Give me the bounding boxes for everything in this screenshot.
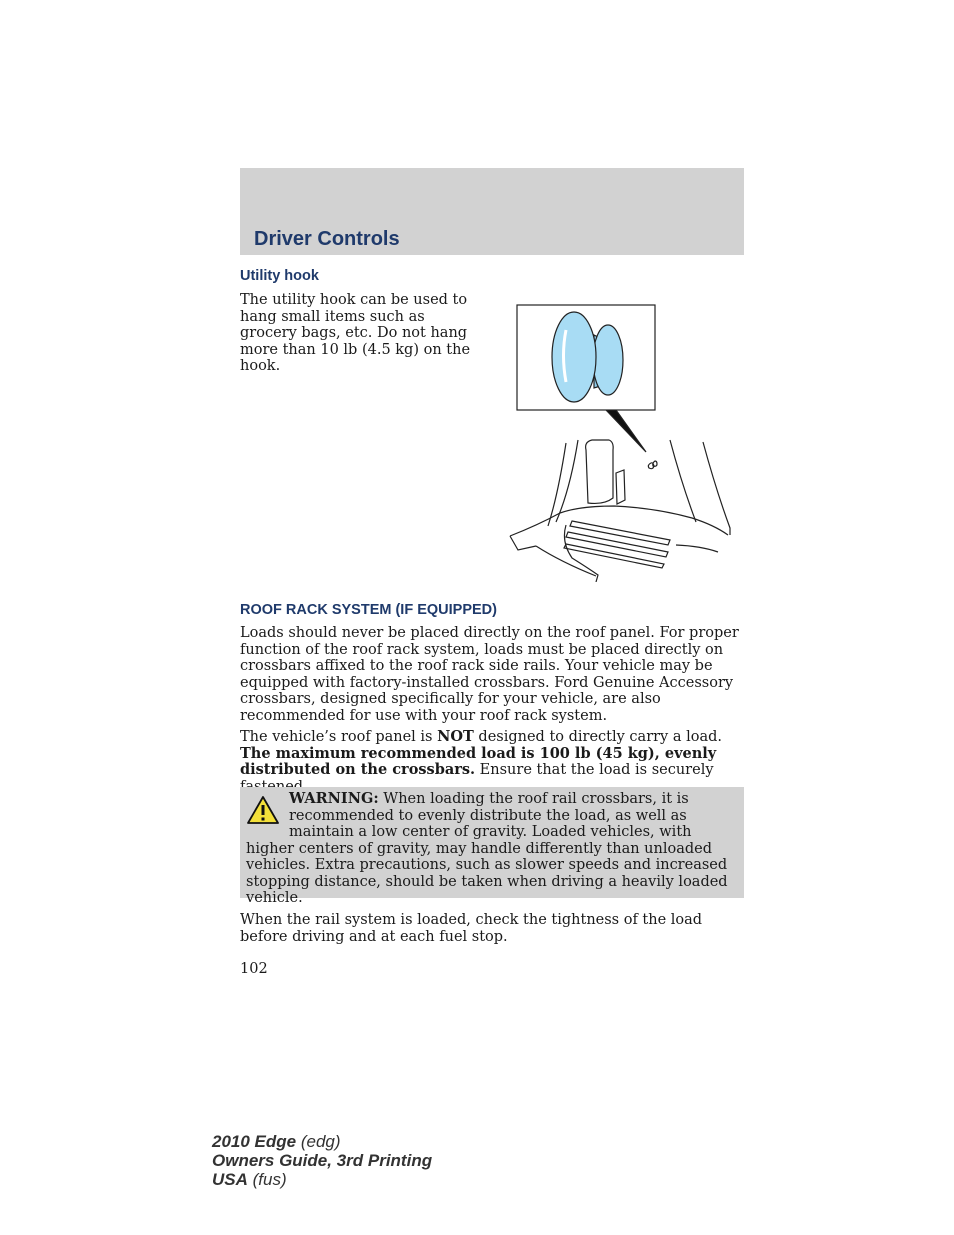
page-number: 102 [240,961,268,977]
footer-line-3 [212,1170,432,1189]
footer-market-code: (fus) [247,1170,287,1189]
warning-label: WARNING: [289,790,379,807]
warning-triangle-icon [246,795,280,825]
warning-body: When loading the roof rail crossbars, it is recommended to evenly distribute the load, as well as maintain a low center of gravity. Loaded vehicles, with higher centers of gravity, may handle differently than unloaded vehicles. Extra precautions, such as slower speeds and increased stopping distance, should be taken when driving a heavily loaded vehicle. [246,791,728,906]
roof-rack-para-1: Loads should never be placed directly on the roof panel. For proper function of the roof rack system, loads must be placed directly on crossbars affixed to the roof rack side rails. Your vehicle may be equipped with factory-installed crossbars. Ford Genuine Accessory crossbars, designed specifically for your vehicle, are also recommended for use with your roof rack system. [240,625,739,724]
document-footer [212,1132,432,1189]
para2-not: NOT [437,728,474,745]
roof-rack-heading: ROOF RACK SYSTEM (IF EQUIPPED) [240,602,497,618]
roof-rack-para-2 [240,729,744,795]
utility-hook-body: The utility hook can be used to hang small items such as grocery bags, etc. Do not hang more than 10 lb (4.5 kg) on the hook. [240,292,471,374]
para2-text-b: designed to directly carry a load. [473,729,723,745]
para2-max-load: The maximum recommended load is 100 lb (45 kg), evenly distributed on the crossbars. [240,744,717,778]
para2-text-a: The vehicle’s roof panel is [240,729,438,745]
utility-hook-heading: Utility hook [240,268,319,284]
footer-model-code: (edg) [296,1132,341,1151]
section-header-band [240,168,744,255]
warning-box [240,787,744,906]
utility-hook-illustration [506,300,736,582]
footer-market: USA [212,1170,248,1189]
section-title: Driver Controls [254,228,400,250]
footer-model: 2010 Edge [212,1132,297,1151]
warning-text [246,791,736,907]
para2-text-c: Ensure that the load is securely [479,762,714,778]
footer-line-1 [212,1132,432,1151]
footer-guide: Owners Guide, 3rd Printing [212,1151,433,1170]
roof-rack-para-3: When the rail system is loaded, check the tightness of the load before driving and at each fuel stop. [240,912,703,945]
